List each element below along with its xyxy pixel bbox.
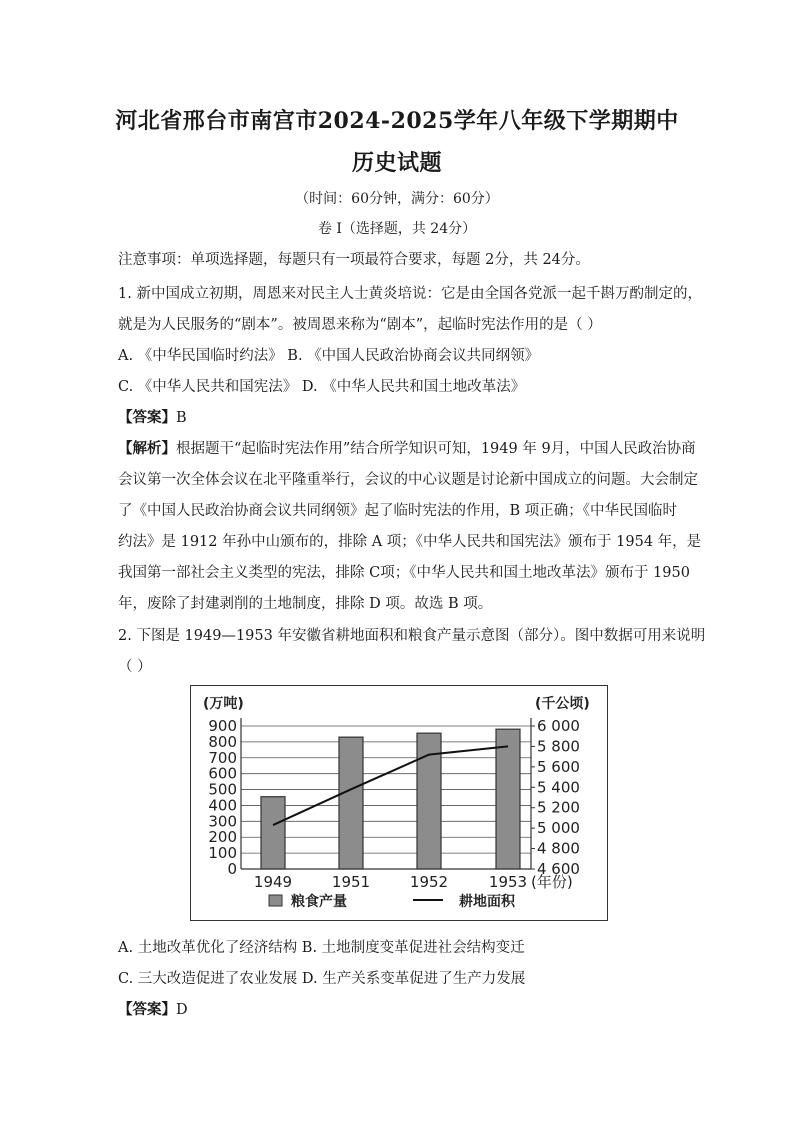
left-tick-label: 300 [208, 812, 237, 831]
x-tick-label: 1953 [488, 873, 528, 891]
right-axis-unit: (千公顷) [535, 696, 590, 712]
x-axis-unit: (年份) [531, 873, 573, 891]
exam-meta: （时间：60分钟，满分：60分） [295, 191, 499, 207]
right-tick-label: 4 800 [537, 839, 580, 858]
q2-stem-line1: 2. 下图是 1949—1953 年安徽省耕地面积和粮食产量示意图（部分）。图中数据可用来说明 [118, 628, 706, 644]
analysis-label: 【解析】 [118, 440, 176, 457]
q1-options-line2: C. 《中华人民共和国宪法》 D. 《中华人民共和国土地改革法》 [118, 379, 526, 395]
left-tick-label: 200 [208, 828, 237, 847]
q1-options-line1: A. 《中华民国临时约法》 B. 《中国人民政治协商会议共同纲领》 [118, 348, 540, 364]
farmland-line [273, 746, 508, 825]
q2-stem-line2: （ ） [118, 659, 152, 675]
q1-analysis-line6: 年，废除了封建剥削的土地制度，排除 D 项。故选 B 项。 [118, 596, 493, 612]
x-tick-label: 1951 [331, 873, 371, 891]
q1-answer [118, 406, 187, 427]
bar-1949 [261, 797, 285, 869]
left-axis-unit: (万吨) [203, 696, 244, 712]
right-tick-label: 6 000 [537, 717, 580, 735]
q1-stem-line2: 就是为人民服务的“剧本”。被周恩来称为“剧本”，起临时宪法作用的是（ ） [118, 317, 602, 333]
x-tick-label: 1952 [409, 873, 449, 891]
chart-frame [190, 685, 608, 921]
q2-options-line1: A. 土地改革优化了经济结构 B. 土地制度变革促进社会结构变迁 [118, 940, 525, 956]
q1-analysis-line4: 约法》是 1912 年孙中山颁布的，排除 A 项；《中华人民共和国宪法》颁布于 1954 年，是 [118, 534, 702, 550]
q1-analysis-line2: 会议第一次全体会议在北平隆重举行，会议的中心议题是讨论新中国成立的问题。大会制定 [118, 472, 698, 488]
notice: 注意事项：单项选择题，每题只有一项最符合要求，每题 2分，共 24分。 [118, 252, 590, 268]
x-tick-label: 1949 [253, 873, 293, 891]
analysis-text: 根据题干“起临时宪法作用”结合所学知识可知，1949 年 9月，中国人民政治协商 [176, 441, 696, 457]
section-heading: 卷 I（选择题，共 24分） [317, 221, 477, 237]
legend-label-grain: 粮食产量 [291, 894, 347, 910]
exam-subject: 历史试题 [351, 150, 442, 176]
left-tick-label: 800 [208, 732, 237, 751]
q1-analysis-line5: 我国第一部社会主义类型的宪法，排除 C项；《中华人民共和国土地改革法》颁布于 1950 [118, 565, 690, 581]
q2-answer [118, 998, 188, 1019]
left-tick-label: 0 [227, 860, 237, 878]
right-tick-label: 5 400 [537, 778, 580, 797]
legend-swatch-bar [269, 895, 282, 906]
bar-1951 [339, 737, 363, 869]
answer-label: 【答案】 [118, 409, 176, 426]
left-tick-label: 900 [208, 717, 237, 735]
q1-analysis-line3: 了《中国人民政治协商会议共同纲领》起了临时宪法的作用，B 项正确；《中华民国临时 [118, 503, 678, 519]
left-tick-label: 600 [208, 764, 237, 783]
exam-title: 河北省邢台市南宫市2024-2025学年八年级下学期期中 [115, 108, 679, 134]
right-tick-label: 5 600 [537, 757, 580, 776]
left-tick-label: 500 [208, 780, 237, 799]
right-tick-label: 4 600 [537, 860, 580, 878]
right-tick-label: 5 000 [537, 819, 580, 838]
answer-value: B [176, 410, 187, 426]
answer-value: D [176, 1002, 188, 1018]
left-tick-label: 700 [208, 748, 237, 767]
q1-analysis-line1 [118, 437, 696, 458]
left-tick-label: 400 [208, 796, 237, 815]
answer-label: 【答案】 [118, 1001, 176, 1018]
right-tick-label: 5 800 [537, 737, 580, 756]
q2-options-line2: C. 三大改造促进了农业发展 D. 生产关系变革促进了生产力发展 [118, 971, 526, 987]
q1-stem-line1: 1. 新中国成立初期，周恩来对民主人士黄炎培说：它是由全国各党派一起千斟万酌制定的， [118, 286, 702, 302]
right-tick-label: 5 200 [537, 798, 580, 817]
grain-farmland-chart [191, 686, 606, 919]
legend-label-farmland: 耕地面积 [459, 894, 515, 910]
bar-1953 [496, 729, 520, 869]
left-tick-label: 100 [208, 844, 237, 863]
